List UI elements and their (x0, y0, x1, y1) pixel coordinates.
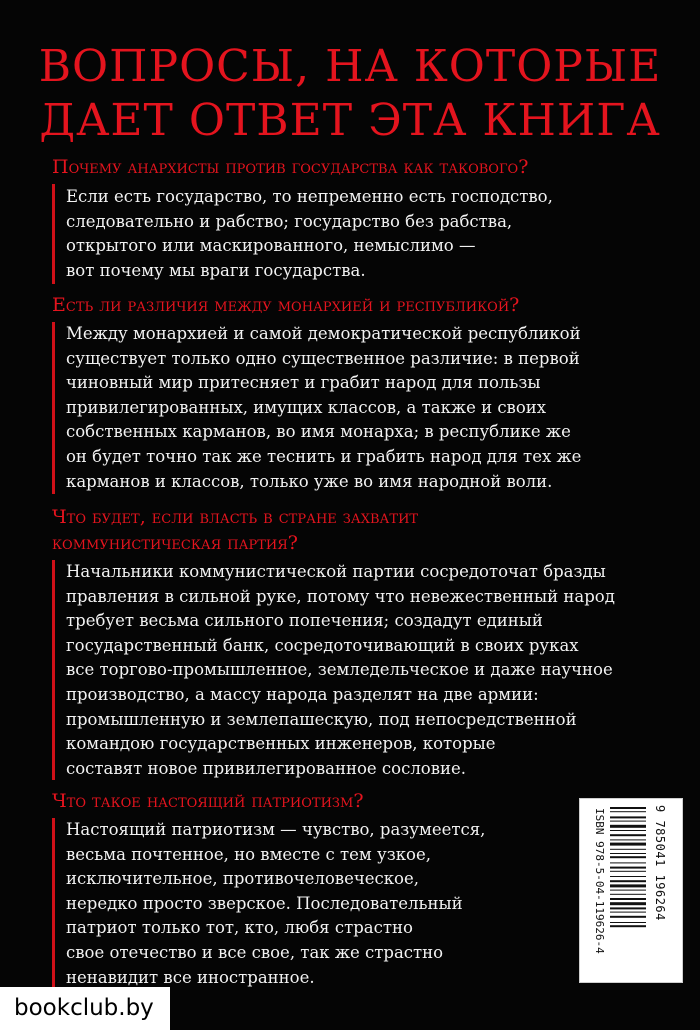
answer-line: государственный банк, сосредоточивающий в своих руках (66, 635, 579, 655)
section-1-divider (52, 184, 55, 284)
answer-2 (66, 322, 676, 494)
question-3-line-2: коммунистическая партия? (52, 532, 298, 554)
barcode-bar (610, 825, 646, 828)
barcode-bar (610, 862, 646, 863)
barcode-bar (610, 902, 646, 905)
barcode-bar (610, 830, 646, 831)
barcode-bar (610, 856, 646, 858)
question-2-line-1: Есть ли различия между монархией и республикой? (52, 294, 520, 316)
barcode-bar (610, 811, 646, 812)
book-title (0, 40, 700, 148)
barcode-bar (610, 898, 646, 900)
answer-line: требует весьма сильного попечения; создадут единый (66, 611, 543, 631)
answer-line: составят новое привилегированное сословие. (66, 758, 467, 778)
barcode-bar (610, 876, 646, 877)
question-1 (52, 154, 692, 180)
section-3-divider (52, 560, 55, 780)
answer-line: чиновный мир притесняет и грабит народ для пользы (66, 373, 541, 393)
question-2 (52, 292, 692, 318)
answer-line: Между монархией и самой демократической республикой (66, 324, 581, 343)
barcode-bar (610, 867, 646, 869)
barcode-bar (610, 894, 646, 895)
site-watermark: bookclub.by (0, 987, 170, 1030)
ean-digits: 9 785041 196264 (653, 805, 667, 921)
answer-line: привилегированных, имущих классов, а также и своих (66, 397, 547, 417)
barcode-bar (610, 925, 646, 927)
barcode-bar (610, 807, 646, 809)
answer-line: нередко просто зверское. Последовательный (66, 893, 463, 913)
question-1-line-1: Почему анархисты против государства как такового? (52, 156, 529, 178)
answer-line: собственных карманов, во имя монарха; в республике же (66, 422, 571, 442)
answer-line: свое отечество и все свое, так же страстно (66, 942, 444, 962)
answer-line: ненавидит все иностранное. (66, 967, 315, 987)
barcode-bar (610, 907, 646, 909)
answer-line: существует только одно существенное различие: в первой (66, 348, 580, 368)
barcode-bar (610, 871, 646, 872)
barcode-bar (610, 821, 646, 822)
barcode-bar (610, 834, 646, 836)
barcode-bar (610, 839, 646, 840)
answer-line: Если есть государство, то непременно есть господство, (66, 187, 553, 206)
section-2-divider (52, 322, 55, 494)
answer-line: вот почему мы враги государства. (66, 260, 366, 280)
answer-line: Начальники коммунистической партии сосредоточат бразды (66, 562, 606, 581)
answer-line: патриот только тот, кто, любя страстно (66, 918, 413, 938)
barcode-bar (610, 853, 646, 854)
answer-line: следовательно и рабство; государство без рабства, (66, 211, 513, 231)
barcode-bar (610, 816, 646, 818)
answer-line: промышленную и землепашескую, под непосредственной (66, 709, 577, 729)
question-3 (52, 504, 692, 556)
answer-1 (66, 185, 676, 283)
answer-line: исключительное, противочеловеческое, (66, 869, 420, 889)
barcode-bar (610, 890, 646, 891)
barcode-bar (610, 884, 646, 887)
question-4-line-1: Что такое настоящий патриотизм? (52, 790, 364, 812)
section-4-divider (52, 818, 55, 990)
barcode-bar (610, 922, 646, 923)
answer-line: открытого или маскированного, немыслимо — (66, 236, 476, 256)
answer-line: производство, а массу народа разделят на две армии: (66, 684, 539, 704)
barcode-bar (610, 843, 646, 846)
isbn-label: ISBN 978-5-04-119626-4 (593, 808, 606, 954)
answer-line: правления в сильной руке, потому что невежественный народ (66, 586, 615, 606)
barcode-bar (610, 916, 646, 918)
answer-line: он будет точно так же теснить и грабить народ для тех же (66, 446, 582, 466)
answer-line: весьма почтенное, но вместе с тем узкое, (66, 844, 431, 864)
answer-line: все торгово-промышленное, земледельческое и даже научное (66, 660, 613, 680)
barcode-bar (610, 880, 646, 882)
answer-line: Настоящий патриотизм — чувство, разумеется, (66, 820, 486, 839)
question-3-line-1: Что будет, если власть в стране захватит (52, 506, 419, 528)
answer-line: командою государственных инженеров, которые (66, 734, 496, 754)
answer-line: карманов и классов, только уже во имя народной воли. (66, 471, 553, 491)
title-line-2: ДАЕТ ОТВЕТ ЭТА КНИГА (39, 95, 661, 146)
answer-3 (66, 560, 676, 781)
barcode-bar (610, 849, 646, 850)
title-line-1: ВОПРОСЫ, НА КОТОРЫЕ (38, 41, 662, 92)
barcode-bar (610, 912, 646, 913)
